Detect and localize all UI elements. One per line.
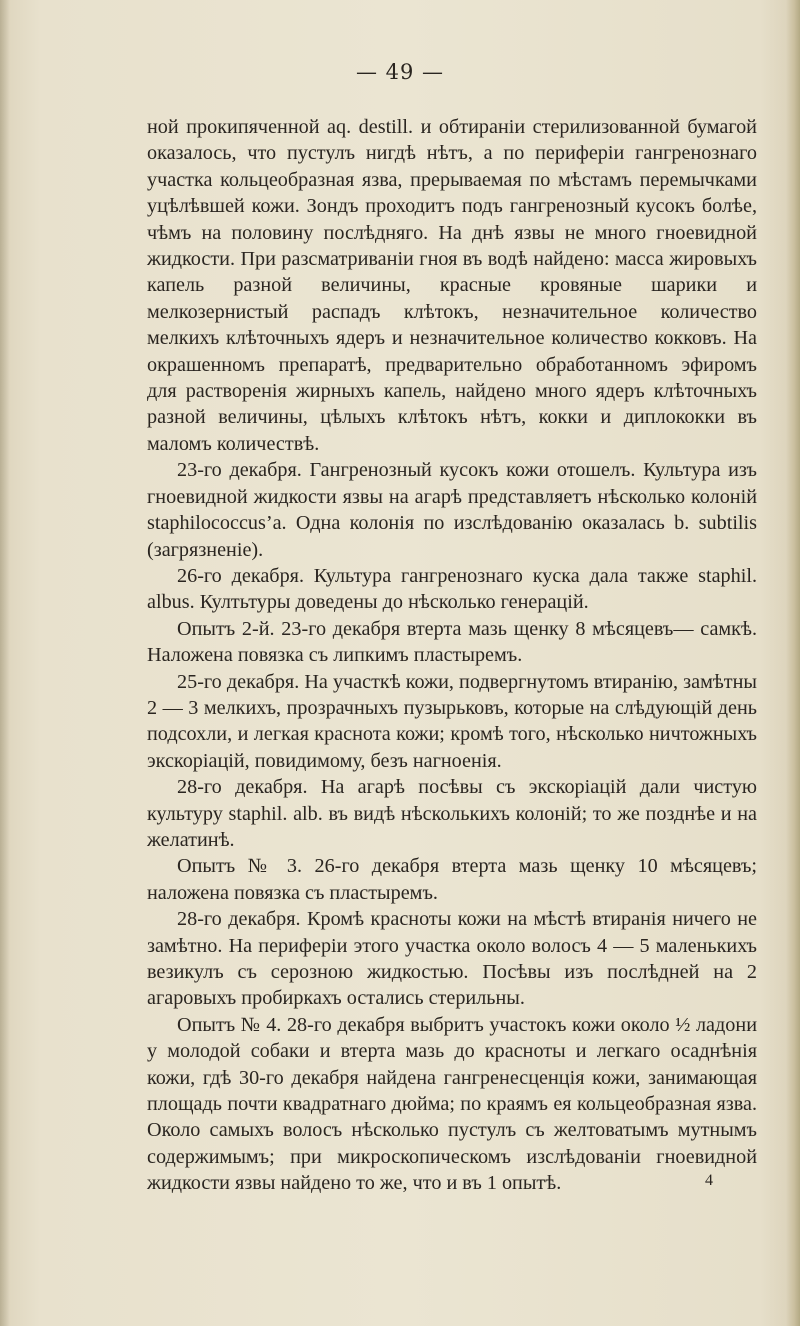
paragraph: 28-го декабря. Кромѣ красноты кожи на мѣстѣ втиранія ничего не замѣтно. На периферіи этого участка около волосъ 4 — 5 маленькихъ везикулъ съ серозною жидкостью. Посѣвы изъ послѣдней на 2 агаровыхъ пробиркахъ остались стерильны. xyxy=(147,908,757,1010)
paragraph: 26-го декабря. Культура гангренознаго куска дала также staphil. albus. Култьтуры доведены до нѣсколько генерацій. xyxy=(147,564,757,614)
paragraph: Опытъ № 3. 26-го декабря втерта мазь щенку 10 мѣсяцевъ; наложена повязка съ пластыремъ. xyxy=(147,855,757,904)
paragraph: Опытъ 2-й. 23-го декабря втерта мазь щенку 8 мѣсяцевъ— самкѣ. Наложена повязка съ липкимъ пластыремъ. xyxy=(147,617,757,667)
paragraph-continuation: ной прокипяченной aq. destill. и обтираніи стерилизованной бумагой оказалось, что пустулъ нигдѣ нѣтъ, а по периферіи гангренознаго участка кольцеобразная язва, прерываемая по мѣстамъ перемычками уцѣлѣвшей кожи. Зондъ проходитъ подъ гангренозный кусокъ болѣе, чѣмъ на половину послѣдняго. На днѣ язвы не много гноевидной жидкости. При разсматриваніи гноя въ водѣ найдено: масса жировыхъ капель разной величины, красные кровяные шарики и мелкозернистый распадъ клѣтокъ, незначительное количество мелкихъ клѣточныхъ ядеръ и незначительное количество кокковъ. На окрашенномъ препаратѣ, предварительно обработанномъ эфиромъ для раствоpенія жирныхъ капель, найдено много ядеръ клѣточныхъ разной величины, цѣлыхъ клѣтокъ нѣтъ, кокки и диплококки въ маломъ количествѣ. xyxy=(147,116,757,455)
signature-mark: 4 xyxy=(705,1172,713,1189)
paragraph: 25-го декабря. На участкѣ кожи, подвергнутомъ втиранію, замѣтны 2 — 3 мелкихъ, прозрачныхъ пузырьковъ, которые на слѣдующій день подсохли, и легкая краснота кожи; кромѣ того, нѣсколько ничтожныхъ экскоріацій, повидимому, безъ нагноенія. xyxy=(147,670,757,772)
paragraph: 23-го декабря. Гангренозный кусокъ кожи отошелъ. Культура изъ гноевидной жидкости язвы на агарѣ представляетъ нѣсколько колоній staphilococcus’а. Одна колонія по изслѣдованію оказалась b. subtilis (загрязненіе). xyxy=(147,459,757,561)
page-number: — 49 — xyxy=(355,60,445,84)
paragraph: Опытъ № 4. 28-го декабря выбритъ участокъ кожи около ½ ладони у молодой собаки и втерта мазь до красноты и легкаго осаднѣнія кожи, гдѣ 30-го декабря найдена гангренесценція кожи, занимающая площадь почти квадратнаго дюйма; по краямъ ея кольцеобразная язва. Около самыхъ волосъ нѣсколько пустулъ съ желтоватымъ мутнымъ содержимымъ; при микроскопическомъ изслѣдованіи гноевидной жидкости язвы найдено то же, что и въ 1 опытѣ. xyxy=(147,1013,757,1195)
paragraph: 28-го декабря. На агарѣ посѣвы съ экскоріацій дали чистую культуру staphil. alb. въ видѣ нѣсколькихъ колоній; то же позднѣе и на желатинѣ. xyxy=(147,776,757,851)
page-right-edge xyxy=(786,0,800,1326)
body-text xyxy=(147,114,757,1197)
page-left-shadow xyxy=(0,0,10,1326)
